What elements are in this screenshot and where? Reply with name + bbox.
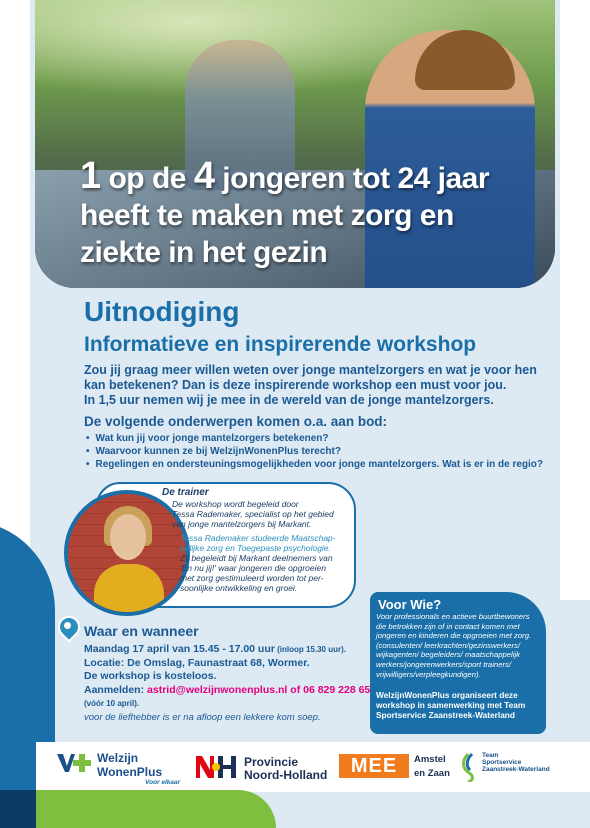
hero-title-num2: 4	[193, 155, 215, 197]
hero-title	[80, 155, 540, 271]
hero-title-line2: heeft te maken met zorg en	[80, 199, 454, 232]
trainer-intro-line: De workshop wordt begeleid door	[172, 499, 299, 509]
trainer-intro-line: Tessa Rademaker, specialist op het gebied	[172, 509, 334, 519]
register-deadline: (vóór 10 april).	[84, 699, 140, 708]
audience-line: vrijwilligers/verpleegkundigen).	[376, 669, 481, 679]
topic-item: • Regelingen en ondersteuningsmogelijkheden voor jonge mantelzorgers. Wat is er in de regio?	[86, 458, 543, 471]
partnership-line: workshop in samenwerking met Team	[376, 700, 526, 710]
event-date-line	[84, 643, 374, 657]
audience-description	[376, 612, 544, 679]
hero-title-part2: jongeren tot 24 jaar	[214, 162, 490, 195]
hero-title-part1: op de	[100, 162, 194, 195]
audience-line: wijkagenten/ begeleiders/ maatschappelijk	[376, 650, 521, 660]
event-inloop: (inloop 15.30 uur).	[274, 645, 346, 654]
register-phone-link[interactable]: 06 829 228 65	[303, 683, 371, 696]
where-when-heading: Waar en wanneer	[84, 623, 199, 639]
decorative-green-curve	[36, 790, 276, 828]
topics-list	[86, 432, 543, 471]
provincie-logo-line1: Provincie	[244, 755, 299, 769]
trainer-bio-line: soonlijke ontwikkeling en groei.	[180, 583, 298, 593]
location-value: De Omslag, Faunastraat 68, Wormer.	[124, 656, 310, 669]
welzijnwonenplus-logo-line2: WonenPlus	[97, 765, 163, 779]
welzijnwonenplus-logo-line1: Welzijn	[97, 751, 139, 765]
intro-line: In 1,5 uur nemen wij je mee in de wereld van de jonge mantelzorgers.	[84, 393, 494, 407]
welzijnwonenplus-tagline: Voor elkaar	[145, 779, 181, 786]
trainer-heading: De trainer	[162, 487, 209, 498]
intro-line: kan betekenen? Dan is deze inspirerende workshop een must voor jou.	[84, 378, 507, 392]
hero-title-line3: ziekte in het gezin	[80, 236, 328, 269]
event-location-line	[84, 657, 374, 671]
event-date: Maandag 17 april van 15.45 - 17.00 uur	[84, 643, 275, 655]
trainer-bio-line: Zij begeleidt bij Markant deelnemers van	[180, 553, 333, 563]
decorative-navy-corner	[0, 790, 36, 828]
audience-heading: Voor Wie?	[378, 597, 442, 612]
invitation-heading: Uitnodiging	[84, 296, 240, 327]
trainer-bio-line: 'En nu jij!' waar jongeren die opgroeien	[180, 563, 326, 573]
trainer-bio	[180, 533, 345, 593]
trainer-bio-line: pelijke zorg en Toegepaste psychologie.	[180, 543, 331, 553]
partnership-line: Sportservice Zaanstreek-Waterland	[376, 710, 515, 720]
workshop-subheading: Informatieve en inspirerende workshop	[84, 333, 477, 356]
location-pin-dot	[64, 622, 71, 629]
location-label: Locatie:	[84, 656, 125, 669]
audience-line: (consulenten/ leerkrachten/gezinswerkers/	[376, 640, 520, 650]
audience-line: werkers/jongerenwerkers/sport trainers/	[376, 659, 512, 669]
trainer-photo-face	[110, 514, 146, 560]
mee-logo-line2: en Zaan	[414, 768, 450, 779]
soup-note: voor de liefhebber is er na afloop een lekkere kom soep.	[84, 711, 321, 723]
team-logo-line3: Zaanstreek-Waterland	[482, 766, 550, 773]
hero-title-num1: 1	[80, 155, 101, 197]
topics-heading: De volgende onderwerpen komen o.a. aan bod:	[84, 414, 388, 429]
where-when-details	[84, 643, 374, 724]
trainer-bio-line: Tessa Rademaker studeerde Maatschap-	[180, 533, 336, 543]
partnership-line: WelzijnWonenPlus organiseert deze	[376, 690, 518, 700]
cost-prefix: De workshop is	[84, 670, 165, 682]
audience-line: Voor professionals en actieve buurtbewoners	[376, 612, 530, 621]
mee-logo-line1: Amstel	[414, 754, 446, 765]
right-white-strip	[560, 0, 590, 600]
trainer-photo-body	[94, 564, 164, 616]
intro-text	[84, 363, 544, 408]
team-logo-line2: Sportservice	[482, 759, 522, 766]
mee-logo: MEE	[339, 754, 409, 778]
register-label: Aanmelden:	[84, 683, 148, 696]
trainer-bio-line: met zorg gestimuleerd worden tot per-	[180, 573, 324, 583]
intro-line: Zou jij graag meer willen weten over jonge mantelzorgers en wat je voor hen	[84, 363, 537, 377]
topic-item: • Wat kun jij voor jonge mantelzorgers betekenen?	[86, 432, 543, 445]
trainer-intro-line: van jonge mantelzorgers bij Markant.	[172, 519, 312, 529]
audience-line: jongeren en kinderen die opgroeien met zorg.	[376, 631, 532, 641]
event-cost-line	[84, 670, 374, 684]
register-email-link[interactable]: astrid@welzijnwonenplus.nl	[147, 683, 288, 696]
team-sportservice-logo-icon	[458, 752, 478, 782]
welzijnwonenplus-logo-icon	[57, 752, 91, 774]
topic-item: • Waarvoor kunnen ze bij WelzijnWonenPlus terecht?	[86, 445, 543, 458]
team-logo-line1: Team	[482, 752, 499, 759]
hero-title-line1	[80, 155, 540, 197]
trainer-intro	[172, 499, 342, 529]
cost-value: kosteloos.	[164, 670, 217, 682]
audience-line: die betrokken zijn of in contact komen met	[376, 621, 520, 631]
noord-holland-logo-icon	[194, 754, 238, 780]
register-or: of	[287, 683, 304, 696]
partnership-note	[376, 690, 544, 720]
provincie-logo-line2: Noord-Holland	[244, 768, 328, 782]
register-line	[84, 684, 374, 698]
